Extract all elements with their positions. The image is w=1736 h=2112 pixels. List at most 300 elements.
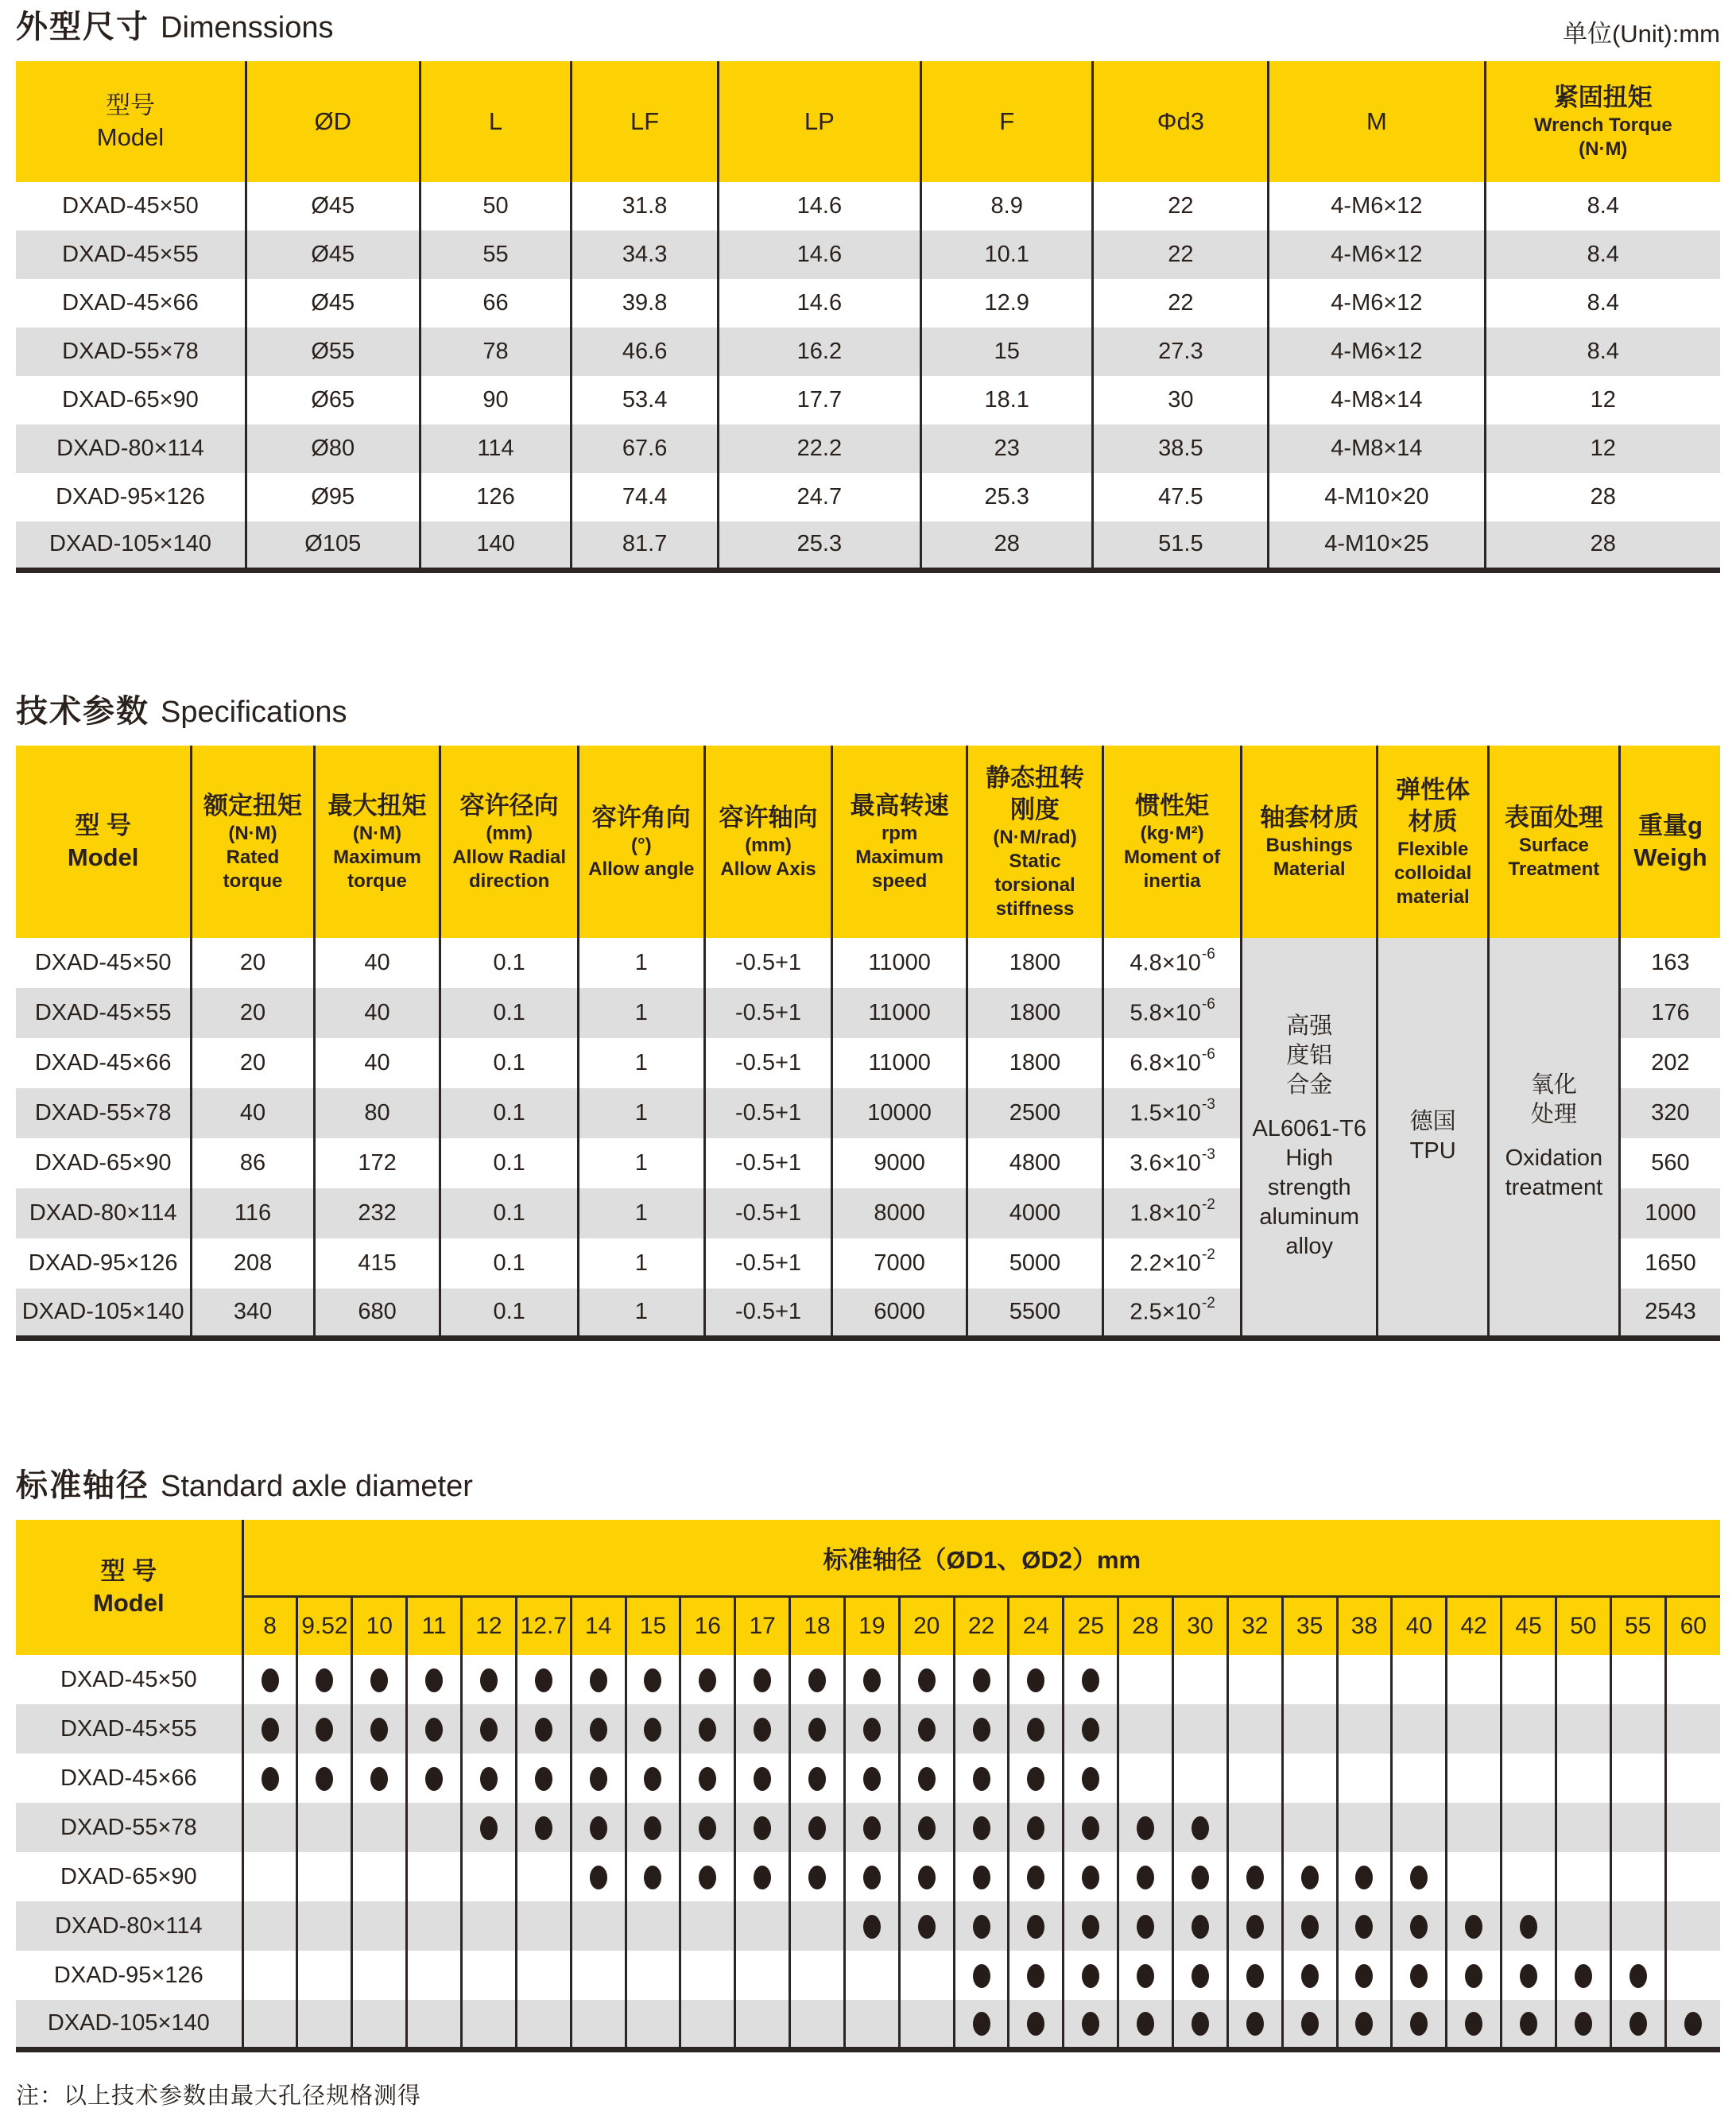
merged-line: alloy xyxy=(1285,1233,1334,1259)
diameter-empty-cell xyxy=(1665,1852,1720,1901)
header-line: Static torsional xyxy=(994,850,1075,896)
value-cell: 12 xyxy=(1485,376,1720,424)
dot-icon xyxy=(1137,1964,1154,1988)
value-cell: 20 xyxy=(192,1038,314,1088)
diameter-empty-cell xyxy=(242,2000,297,2049)
merged-line: 德国 xyxy=(1409,1108,1456,1134)
diameter-header: 35 xyxy=(1282,1596,1337,1655)
dimensions-header-2 xyxy=(420,61,572,182)
inertia-base: 3.6×10 xyxy=(1130,1150,1201,1176)
dimensions-header-row xyxy=(16,61,1720,182)
diameter-available-cell xyxy=(1392,1901,1447,1951)
value-cell: 15 xyxy=(920,327,1093,376)
diameter-empty-cell xyxy=(1118,1754,1173,1803)
unit-label: 单位(Unit):mm xyxy=(1562,20,1720,48)
diameter-available-cell xyxy=(844,1803,899,1852)
diameter-empty-cell xyxy=(1172,1754,1227,1803)
diameter-available-cell xyxy=(899,1655,954,1704)
value-cell: 10.1 xyxy=(920,231,1093,279)
diameter-available-cell xyxy=(1447,2000,1502,2049)
diameter-available-cell xyxy=(1009,1901,1064,1951)
value-cell: -0.5+1 xyxy=(704,1038,832,1088)
diameter-available-cell xyxy=(954,2000,1009,2049)
diameter-empty-cell xyxy=(407,1951,462,2000)
diameter-header: 17 xyxy=(735,1596,790,1655)
dot-icon xyxy=(1027,1816,1044,1840)
header-line: F xyxy=(999,107,1015,135)
diameter-empty-cell xyxy=(1392,1704,1447,1754)
diameter-available-cell xyxy=(680,1754,735,1803)
dimensions-table-head xyxy=(16,61,1720,182)
diameter-available-cell xyxy=(1009,1754,1064,1803)
dimensions-row xyxy=(16,376,1720,424)
diameter-empty-cell xyxy=(790,1951,845,2000)
diameter-available-cell xyxy=(242,1655,297,1704)
diameter-empty-cell xyxy=(1665,1655,1720,1704)
value-cell: 40 xyxy=(314,938,440,988)
value-cell: 0.1 xyxy=(440,1289,579,1339)
diameter-empty-cell xyxy=(1610,1655,1665,1704)
diameter-empty-cell xyxy=(626,1901,680,1951)
header-line: Material xyxy=(1273,858,1346,880)
header-line: ØD xyxy=(314,107,352,135)
dot-icon xyxy=(754,1816,771,1840)
dot-icon xyxy=(480,1816,498,1840)
header-line: stiffness xyxy=(995,897,1075,920)
value-cell: 2500 xyxy=(967,1088,1103,1138)
value-cell: -0.5+1 xyxy=(704,1088,832,1138)
value-cell: 10000 xyxy=(832,1088,967,1138)
value-cell: 12.9 xyxy=(920,279,1093,327)
dot-icon xyxy=(1027,1767,1044,1791)
diameter-empty-cell xyxy=(1227,1803,1282,1852)
diameter-empty-cell xyxy=(1556,1704,1610,1754)
dot-icon xyxy=(1027,1718,1044,1742)
value-cell: 50 xyxy=(420,182,572,231)
value-cell: 1 xyxy=(578,938,704,988)
axle-row xyxy=(16,1951,1720,2000)
value-cell: 7000 xyxy=(832,1238,967,1289)
diameter-available-cell xyxy=(899,1852,954,1901)
diameter-header: 9.52 xyxy=(297,1596,352,1655)
diameter-available-cell xyxy=(844,1754,899,1803)
value-cell: 4-M6×12 xyxy=(1269,182,1485,231)
dimensions-title-row xyxy=(16,8,1720,53)
dot-icon xyxy=(1192,1915,1209,1939)
diameter-available-cell xyxy=(626,1803,680,1852)
diameter-header: 45 xyxy=(1502,1596,1556,1655)
value-cell: 22 xyxy=(1093,231,1269,279)
value-cell: 51.5 xyxy=(1093,521,1269,570)
diameter-header: 32 xyxy=(1227,1596,1282,1655)
value-cell: 8.4 xyxy=(1485,279,1720,327)
value-cell: 40 xyxy=(314,988,440,1038)
axle-title-zh: 标准轴径 xyxy=(16,1468,149,1503)
diameter-empty-cell xyxy=(1502,1852,1556,1901)
dot-icon xyxy=(644,1668,661,1692)
dot-icon xyxy=(1629,2012,1647,2036)
header-line: Treatment xyxy=(1508,858,1600,880)
merged-line: 处理 xyxy=(1530,1101,1577,1127)
dimensions-header-7 xyxy=(1269,61,1485,182)
model-cell: DXAD-45×50 xyxy=(16,182,246,231)
axle-section-title xyxy=(16,1467,473,1512)
diameter-empty-cell xyxy=(352,1852,407,1901)
value-cell: 4800 xyxy=(967,1138,1103,1188)
diameter-header: 8 xyxy=(242,1596,297,1655)
model-cell: DXAD-95×126 xyxy=(16,1238,192,1289)
dot-icon xyxy=(808,1668,826,1692)
diameter-empty-cell xyxy=(1556,1803,1610,1852)
diameter-empty-cell xyxy=(1118,1655,1173,1704)
dot-icon xyxy=(754,1767,771,1791)
diameter-header: 38 xyxy=(1337,1596,1392,1655)
dot-icon xyxy=(262,1718,279,1742)
diameter-empty-cell xyxy=(1337,1803,1392,1852)
dot-icon xyxy=(918,1816,936,1840)
weight-cell: 560 xyxy=(1619,1138,1720,1188)
value-cell: 46.6 xyxy=(572,327,718,376)
value-cell: 8.4 xyxy=(1485,231,1720,279)
dot-icon xyxy=(425,1668,443,1692)
diameter-available-cell xyxy=(297,1704,352,1754)
merged-line: 合金 xyxy=(1286,1072,1333,1098)
dimensions-table xyxy=(16,61,1720,573)
value-cell: 66 xyxy=(420,279,572,327)
diameter-header: 30 xyxy=(1172,1596,1227,1655)
value-cell: 25.3 xyxy=(920,473,1093,521)
weight-cell: 163 xyxy=(1619,938,1720,988)
diameter-available-cell xyxy=(626,1754,680,1803)
dot-icon xyxy=(1520,1964,1537,1988)
dot-icon xyxy=(1192,1816,1209,1840)
diameter-header: 55 xyxy=(1610,1596,1665,1655)
dot-icon xyxy=(1027,2012,1044,2036)
diameter-empty-cell xyxy=(844,1951,899,2000)
value-cell: 53.4 xyxy=(572,376,718,424)
diameter-available-cell xyxy=(1227,1852,1282,1901)
diameter-empty-cell xyxy=(462,1901,517,1951)
merged-line: aluminum xyxy=(1259,1203,1360,1230)
dot-icon xyxy=(1192,1866,1209,1889)
header-line: 最高转速 xyxy=(850,791,949,820)
dot-icon xyxy=(973,1816,990,1840)
inertia-cell xyxy=(1103,1238,1242,1289)
header-line: Φd3 xyxy=(1157,107,1204,135)
diameter-empty-cell xyxy=(352,1803,407,1852)
value-cell: 22 xyxy=(1093,279,1269,327)
dot-icon xyxy=(1575,1964,1592,1988)
value-cell: 24.7 xyxy=(718,473,920,521)
value-cell: 0.1 xyxy=(440,988,579,1038)
header-line: Rated xyxy=(226,846,280,868)
diameter-available-cell xyxy=(1556,2000,1610,2049)
diameter-empty-cell xyxy=(1665,1754,1720,1803)
value-cell: 680 xyxy=(314,1289,440,1339)
dot-icon xyxy=(918,1915,936,1939)
diameter-available-cell xyxy=(899,1803,954,1852)
diameter-header: 15 xyxy=(626,1596,680,1655)
diameter-available-cell xyxy=(680,1852,735,1901)
value-cell: 14.6 xyxy=(718,279,920,327)
header-line: Wrench Torque xyxy=(1533,114,1672,136)
dot-icon xyxy=(316,1767,333,1791)
model-cell: DXAD-45×50 xyxy=(16,1655,242,1704)
value-cell: 78 xyxy=(420,327,572,376)
model-cell: DXAD-55×78 xyxy=(16,1088,192,1138)
dot-icon xyxy=(590,1816,607,1840)
dot-icon xyxy=(699,1866,716,1889)
flexible-material-cell xyxy=(1378,938,1488,1339)
specs-header-3 xyxy=(440,746,579,938)
diameter-available-cell xyxy=(1009,1951,1064,2000)
diameter-empty-cell xyxy=(242,1901,297,1951)
specs-header-row xyxy=(16,746,1720,938)
dot-icon xyxy=(1355,2012,1373,2036)
diameter-header: 28 xyxy=(1118,1596,1173,1655)
header-line: 刚度 xyxy=(1010,795,1060,823)
diameter-available-cell xyxy=(680,1655,735,1704)
merged-line: treatment xyxy=(1505,1174,1603,1200)
header-line: 重量g xyxy=(1637,811,1703,839)
value-cell: Ø105 xyxy=(246,521,420,570)
value-cell: 116 xyxy=(192,1188,314,1238)
dot-icon xyxy=(370,1718,388,1742)
diameter-empty-cell xyxy=(462,1951,517,2000)
inertia-base: 4.8×10 xyxy=(1130,950,1201,976)
header-line: 型号 xyxy=(105,91,155,119)
diameter-available-cell xyxy=(1172,1803,1227,1852)
diameter-header: 14 xyxy=(571,1596,626,1655)
merged-line: High xyxy=(1285,1145,1334,1171)
dot-icon xyxy=(480,1767,498,1791)
diameter-empty-cell xyxy=(571,1901,626,1951)
dot-icon xyxy=(370,1668,388,1692)
value-cell: 25.3 xyxy=(718,521,920,570)
diameter-available-cell xyxy=(1282,2000,1337,2049)
value-cell: 126 xyxy=(420,473,572,521)
diameter-empty-cell xyxy=(297,1803,352,1852)
diameter-empty-cell xyxy=(735,2000,790,2049)
diameter-available-cell xyxy=(1118,1951,1173,2000)
specs-header-6 xyxy=(832,746,967,938)
value-cell: 18.1 xyxy=(920,376,1093,424)
header-line: material xyxy=(1396,885,1470,908)
diameter-empty-cell xyxy=(1447,1655,1502,1704)
inertia-base: 2.5×10 xyxy=(1130,1299,1201,1325)
dot-icon xyxy=(699,1668,716,1692)
diameter-available-cell xyxy=(1610,2000,1665,2049)
diameter-available-cell xyxy=(626,1852,680,1901)
value-cell: 22 xyxy=(1093,182,1269,231)
diameter-available-cell xyxy=(1447,1901,1502,1951)
value-cell: -0.5+1 xyxy=(704,938,832,988)
diameter-empty-cell xyxy=(1118,1704,1173,1754)
dot-icon xyxy=(535,1668,552,1692)
diameter-empty-cell xyxy=(1337,1655,1392,1704)
header-line: Maximum xyxy=(855,846,944,868)
inertia-cell xyxy=(1103,988,1242,1038)
dot-icon xyxy=(1027,1915,1044,1939)
diameter-available-cell xyxy=(1064,1852,1118,1901)
diameter-available-cell xyxy=(1009,2000,1064,2049)
dot-icon xyxy=(644,1718,661,1742)
specs-header-2 xyxy=(314,746,440,938)
value-cell: 1 xyxy=(578,1138,704,1188)
diameter-empty-cell xyxy=(1610,1704,1665,1754)
diameter-available-cell xyxy=(1227,1951,1282,2000)
value-cell: -0.5+1 xyxy=(704,1289,832,1339)
value-cell: 30 xyxy=(1093,376,1269,424)
inertia-cell xyxy=(1103,1088,1242,1138)
header-line: 轴套材质 xyxy=(1260,803,1359,831)
value-cell: 1 xyxy=(578,988,704,1038)
dot-icon xyxy=(1520,1915,1537,1939)
diameter-header: 16 xyxy=(680,1596,735,1655)
diameter-available-cell xyxy=(735,1754,790,1803)
dot-icon xyxy=(918,1866,936,1889)
inertia-cell xyxy=(1103,938,1242,988)
diameter-header: 10 xyxy=(352,1596,407,1655)
diameter-available-cell xyxy=(352,1655,407,1704)
axle-row xyxy=(16,1901,1720,1951)
diameter-empty-cell xyxy=(735,1901,790,1951)
inertia-exponent: -2 xyxy=(1201,1196,1215,1213)
diameter-empty-cell xyxy=(1665,1803,1720,1852)
diameter-empty-cell xyxy=(242,1803,297,1852)
dot-icon xyxy=(1137,1915,1154,1939)
header-line: L xyxy=(488,107,503,135)
value-cell: 8000 xyxy=(832,1188,967,1238)
diameter-available-cell xyxy=(516,1803,571,1852)
dot-icon xyxy=(425,1767,443,1791)
diameter-available-cell xyxy=(1502,1951,1556,2000)
diameter-available-cell xyxy=(954,1901,1009,1951)
diameter-available-cell xyxy=(1064,1803,1118,1852)
diameter-empty-cell xyxy=(516,1852,571,1901)
diameter-empty-cell xyxy=(462,2000,517,2049)
header-line: Maximum xyxy=(333,846,421,868)
value-cell: Ø45 xyxy=(246,279,420,327)
value-cell: 1 xyxy=(578,1238,704,1289)
diameter-available-cell xyxy=(790,1655,845,1704)
diameter-available-cell xyxy=(626,1704,680,1754)
dot-icon xyxy=(1410,2012,1428,2036)
header-line: inertia xyxy=(1143,870,1201,892)
diameter-available-cell xyxy=(844,1704,899,1754)
value-cell: 0.1 xyxy=(440,1038,579,1088)
dimensions-row xyxy=(16,327,1720,376)
diameter-available-cell xyxy=(407,1754,462,1803)
diameter-header: 50 xyxy=(1556,1596,1610,1655)
diameter-header: 40 xyxy=(1392,1596,1447,1655)
diameter-available-cell xyxy=(516,1655,571,1704)
diameter-available-cell xyxy=(1064,1704,1118,1754)
diameter-empty-cell xyxy=(680,1951,735,2000)
dot-icon xyxy=(1082,1964,1099,1988)
dot-icon xyxy=(1082,1668,1099,1692)
header-line: Allow angle xyxy=(588,858,695,880)
value-cell: 90 xyxy=(420,376,572,424)
dot-icon xyxy=(480,1668,498,1692)
value-cell: 5500 xyxy=(967,1289,1103,1339)
diameter-header: 22 xyxy=(954,1596,1009,1655)
diameter-available-cell xyxy=(1665,2000,1720,2049)
dimensions-row xyxy=(16,521,1720,570)
diameter-available-cell xyxy=(1064,1901,1118,1951)
dimensions-header-4 xyxy=(718,61,920,182)
diameter-empty-cell xyxy=(626,1951,680,2000)
dot-icon xyxy=(1082,1767,1099,1791)
diameter-available-cell xyxy=(407,1655,462,1704)
value-cell: 67.6 xyxy=(572,424,718,473)
value-cell: 23 xyxy=(920,424,1093,473)
diameter-available-cell xyxy=(790,1803,845,1852)
value-cell: 4-M10×25 xyxy=(1269,521,1485,570)
diameter-empty-cell xyxy=(1337,1754,1392,1803)
header-line: torque xyxy=(223,870,283,892)
model-cell: DXAD-45×55 xyxy=(16,1704,242,1754)
value-cell: 8.9 xyxy=(920,182,1093,231)
diameter-header: 60 xyxy=(1665,1596,1720,1655)
value-cell: 14.6 xyxy=(718,231,920,279)
header-line: LF xyxy=(630,107,660,135)
model-cell: DXAD-105×140 xyxy=(16,521,246,570)
value-cell: 16.2 xyxy=(718,327,920,376)
axle-row xyxy=(16,1655,1720,1704)
value-cell: 28 xyxy=(1485,521,1720,570)
diameter-empty-cell xyxy=(1665,1901,1720,1951)
header-line: torque xyxy=(347,870,407,892)
diameter-available-cell xyxy=(1502,1901,1556,1951)
diameter-empty-cell xyxy=(1447,1704,1502,1754)
value-cell: Ø45 xyxy=(246,182,420,231)
dot-icon xyxy=(699,1816,716,1840)
diameter-available-cell xyxy=(516,1754,571,1803)
dot-icon xyxy=(644,1816,661,1840)
diameter-empty-cell xyxy=(1227,1655,1282,1704)
specs-header-4 xyxy=(578,746,704,938)
diameter-empty-cell xyxy=(1502,1803,1556,1852)
diameter-header: 25 xyxy=(1064,1596,1118,1655)
diameter-empty-cell xyxy=(1556,1655,1610,1704)
diameter-empty-cell xyxy=(1337,1704,1392,1754)
dot-icon xyxy=(1465,2012,1482,2036)
dot-icon xyxy=(918,1718,936,1742)
dot-icon xyxy=(1465,1915,1482,1939)
header-line: (N·M/rad) xyxy=(993,826,1077,848)
axle-row xyxy=(16,2000,1720,2049)
model-cell: DXAD-55×78 xyxy=(16,327,246,376)
weight-cell: 176 xyxy=(1619,988,1720,1038)
dot-icon xyxy=(1137,1866,1154,1889)
dot-icon xyxy=(535,1767,552,1791)
header-line: (mm) xyxy=(486,822,533,844)
diameter-empty-cell xyxy=(680,2000,735,2049)
diameter-empty-cell xyxy=(407,1852,462,1901)
dot-icon xyxy=(1301,1866,1319,1889)
header-line: 额定扭矩 xyxy=(203,791,302,820)
dimensions-header-3 xyxy=(572,61,718,182)
dot-icon xyxy=(699,1718,716,1742)
diameter-available-cell xyxy=(462,1754,517,1803)
diameter-available-cell xyxy=(242,1754,297,1803)
axle-model-header xyxy=(16,1520,242,1655)
value-cell: 34.3 xyxy=(572,231,718,279)
diameter-available-cell xyxy=(352,1754,407,1803)
value-cell: 1800 xyxy=(967,1038,1103,1088)
diameter-available-cell xyxy=(1172,1852,1227,1901)
